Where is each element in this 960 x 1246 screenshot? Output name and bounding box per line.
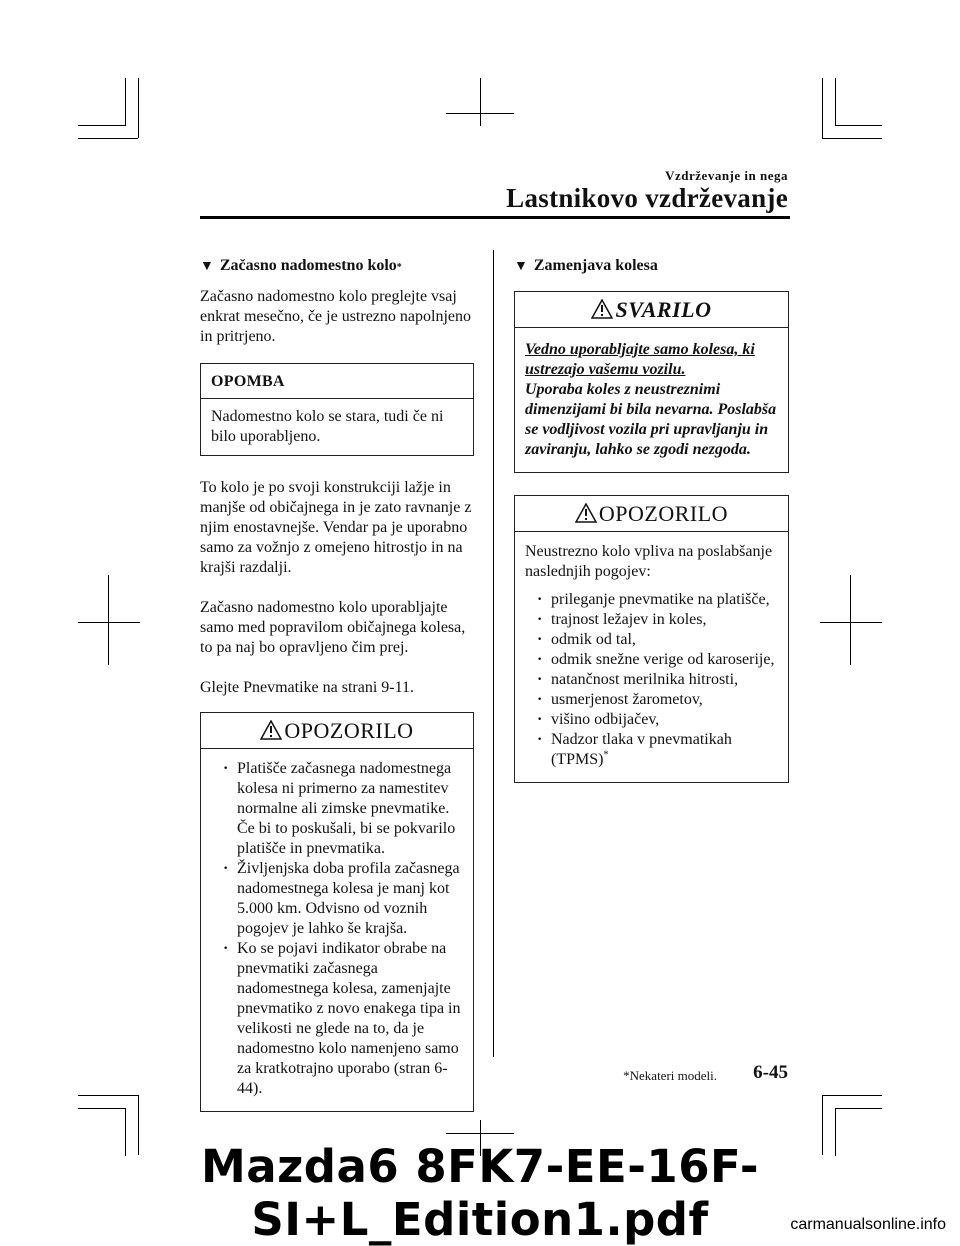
warning-box xyxy=(200,712,474,1112)
note-title: OPOMBA xyxy=(201,364,473,399)
crop-mark xyxy=(820,622,882,623)
crop-mark xyxy=(125,78,126,126)
list-item: · Platišče začasnega nadomestnega kolesa ni primerno za namestitev normalne ali zimske pnevmatike. Če bi to poskušali, bi se pokvarilo platišče in pnevmatika. xyxy=(211,759,463,859)
list-item: · višino odbijačev, xyxy=(525,710,778,730)
crop-mark xyxy=(78,138,138,139)
list-item: · natančnost merilnika hitrosti, xyxy=(525,670,778,690)
heading-text: Začasno nadomestno kolo xyxy=(219,257,397,274)
intro-paragraph: Začasno nadomestno kolo preglejte vsaj enkrat mesečno, če je ustrezno napolnjeno in pritrjeno. xyxy=(200,288,471,345)
warning-triangle-icon xyxy=(575,503,597,523)
warning-header xyxy=(201,713,473,749)
triangle-bullet-icon: ▼ xyxy=(514,259,528,274)
list-item: · odmik snežne verige od karoserije, xyxy=(525,650,778,670)
column-divider xyxy=(493,250,494,1057)
page-number: 6-45 xyxy=(753,1062,788,1083)
list-item: · Ko se pojavi indikator obrabe na pnevmatiki začasnega nadomestnega kolesa, zamenjajte pnevmatiko z novo enakega tipa in velikosti ne glede na to, da je nadomestno kolo namenjeno samo za kratkotrajno uporabo (stran 6-44). xyxy=(211,939,463,1099)
document-filename-watermark: Mazda6 8FK7-EE-16F-SI+L_Edition1.pdf xyxy=(200,1140,760,1246)
list-item: · odmik od tal, xyxy=(525,630,778,650)
warning-triangle-icon xyxy=(591,299,613,319)
crop-mark xyxy=(835,125,882,126)
header-rule xyxy=(200,216,790,219)
warning-list xyxy=(525,590,778,770)
left-column xyxy=(200,256,474,1112)
list-item xyxy=(525,730,778,770)
crop-mark xyxy=(78,125,126,126)
caution-box xyxy=(514,291,789,473)
site-watermark: carmanualsonline.info xyxy=(790,1216,946,1233)
paragraph: To kolo je po svoji konstrukciji lažje in manjše od običajnega in je zato ravnanje z njim enostavnejše. Vendar pa je uporabno samo za vožnjo z omejeno hitrostjo in na krajši razdalji. xyxy=(200,479,472,576)
crop-mark xyxy=(446,1133,514,1134)
crop-mark xyxy=(822,138,882,139)
caution-title: SVARILO xyxy=(615,297,712,322)
crop-mark xyxy=(850,575,851,665)
crop-mark xyxy=(835,78,836,126)
crop-mark xyxy=(822,78,823,138)
crop-mark xyxy=(108,575,109,665)
warning-header xyxy=(515,496,788,532)
warning-intro: Neustrezno kolo vpliva na poslabšanje naslednjih pogojev: xyxy=(525,543,773,580)
warning-list xyxy=(211,759,463,1099)
right-column xyxy=(514,256,789,783)
crop-mark xyxy=(138,78,139,138)
paragraph: Začasno nadomestno kolo uporabljajte samo med popravilom običajnega kolesa, to pa naj bo opravljeno čim prej. xyxy=(200,599,466,656)
crop-mark xyxy=(78,622,140,623)
caution-header xyxy=(515,292,788,328)
footnote-legend: *Nekateri modeli. xyxy=(623,1068,717,1083)
crop-mark xyxy=(480,78,481,126)
warning-box xyxy=(514,495,789,783)
list-item: · trajnost ležajev in koles, xyxy=(525,610,778,630)
list-item: · usmerjenost žarometov, xyxy=(525,690,778,710)
caution-text: Uporaba koles z neustreznimi dimenzijami bi bila nevarna. Poslabša se vodljivost vozila pri upravljanju in zaviranju, lahko se zgodi nezgoda. xyxy=(525,381,777,458)
section-label: Vzdrževanje in nega xyxy=(665,168,788,183)
footnote-mark: * xyxy=(603,749,609,761)
list-item-text: Nadzor tlaka v pnevmatikah (TPMS) xyxy=(551,731,732,768)
page-title: Lastnikovo vzdrževanje xyxy=(506,183,788,213)
crop-mark xyxy=(835,1108,882,1109)
paragraph: Glejte Pnevmatike na strani 9-11. xyxy=(200,679,415,696)
note-text: Nadomestno kolo se stara, tudi če ni bilo uporabljeno. xyxy=(211,408,444,445)
list-item: · Življenjska doba profila začasnega nadomestnega kolesa je manj kot 5.000 km. Odvisno od voznih pogojev je lahko še krajša. xyxy=(211,859,463,939)
crop-mark xyxy=(78,1095,138,1096)
list-item: · prileganje pnevmatike na platišče, xyxy=(525,590,778,610)
crop-mark xyxy=(446,113,514,114)
note-box xyxy=(200,363,474,456)
warning-triangle-icon xyxy=(260,720,282,740)
triangle-bullet-icon: ▼ xyxy=(200,259,214,274)
heading-text: Zamenjava kolesa xyxy=(533,257,658,274)
warning-title: OPOZORILO xyxy=(598,501,729,526)
caution-text: Vedno uporabljajte samo kolesa, ki ustrezajo vašemu vozilu. xyxy=(525,341,755,378)
crop-mark xyxy=(822,1095,882,1096)
heading-wheel-replacement xyxy=(514,256,789,277)
heading-temporary-spare: ▼ Začasno nadomestno kolo * xyxy=(200,256,474,277)
warning-title: OPOZORILO xyxy=(284,718,414,743)
crop-mark xyxy=(78,1108,126,1109)
